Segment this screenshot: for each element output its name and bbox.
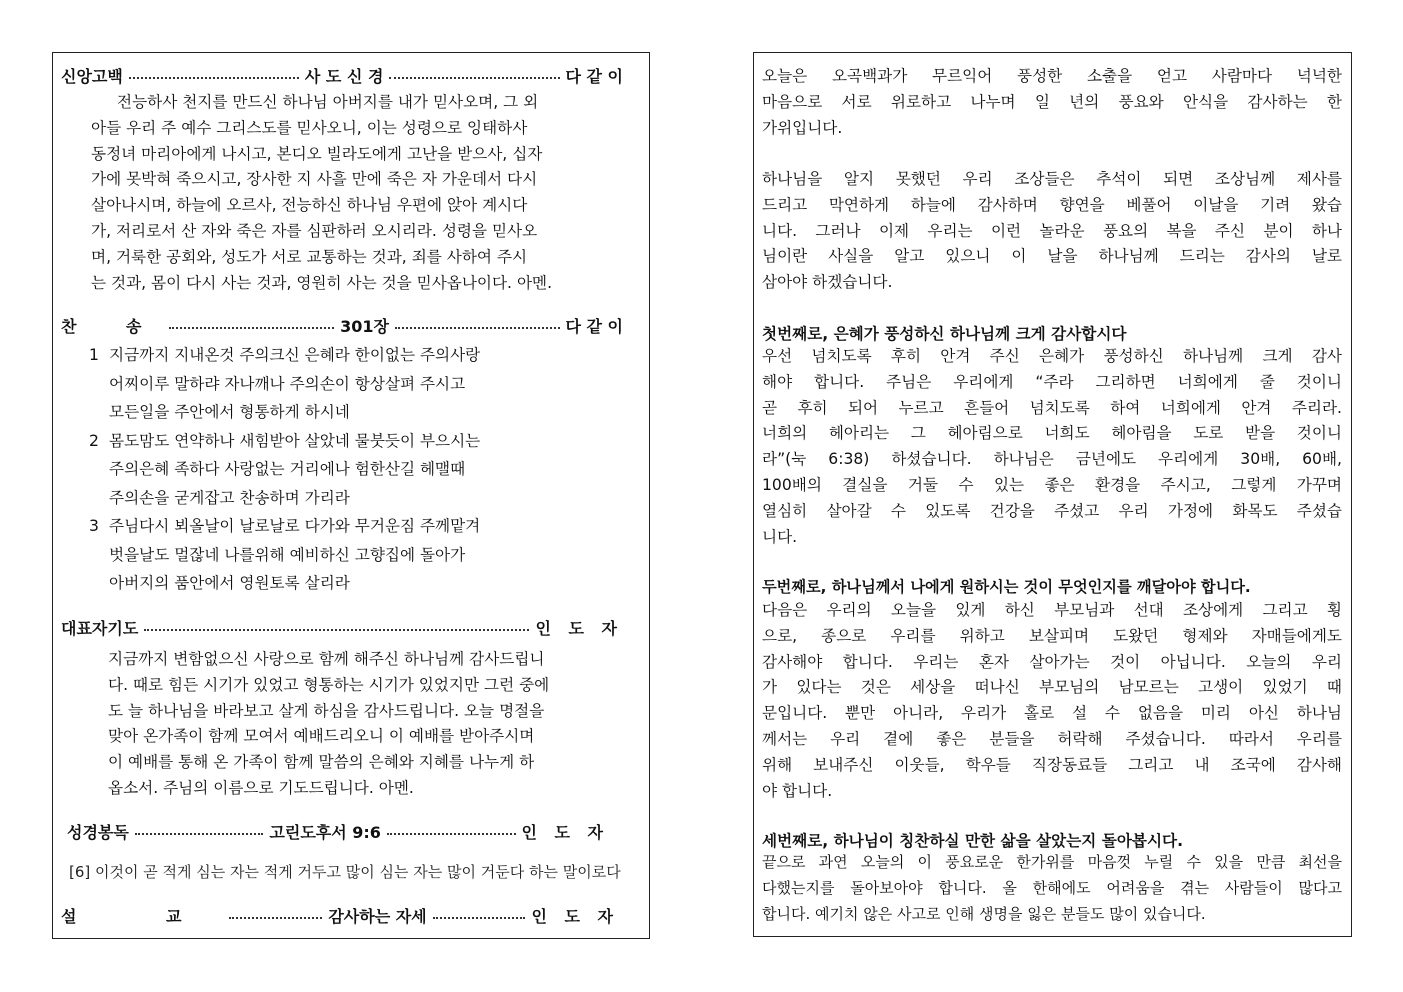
- prayer-line: 지금까지 변함없으신 사랑으로 함께 해주신 하나님께 감사드립니: [108, 650, 545, 668]
- creed-label: 신앙고백: [61, 67, 123, 86]
- text-line: 가위입니다.: [762, 118, 843, 137]
- creed-line: 는 것과, 몸이 다시 사는 것과, 영원히 사는 것을 믿사옵나이다. 아멘.: [91, 273, 553, 292]
- text-line: 니다.: [762, 527, 798, 546]
- text-line: 다했는지를 돌아보아야 합니다. 올 한해에도 어려움을 겪는 사람들이 많다고: [762, 878, 1342, 897]
- lyric-line: 지금까지 지내온것 주의크신 은혜라 한이없는 주의사랑: [109, 346, 481, 364]
- point3-paragraph: [762, 850, 1342, 927]
- prayer-text: [108, 647, 549, 802]
- point2-heading: 두번째로, 하나님께서 나에게 원하시는 것이 무엇인지를 깨달아야 합니다.: [762, 578, 1251, 596]
- text-line: 님이란 사실을 알고 있으니 이 날을 하나님께 드리는 감사의 날로: [762, 247, 1342, 266]
- hymn-number: 301장: [340, 317, 389, 336]
- text-line: 라”(눅 6:38) 하셨습니다. 하나님은 금년에도 우리에게 30배, 60배,: [762, 450, 1342, 469]
- scripture-verse: [6] 이것이 곧 적게 심는 자는 적게 거두고 많이 심는 자는 많이 거둔다 하는 말이로다: [69, 863, 621, 881]
- text-line: 열심히 살아갈 수 있도록 건강을 주셨고 우리 가정에 화목도 주셨습: [762, 501, 1342, 520]
- sermon-title: 감사하는 자세: [328, 907, 427, 926]
- verse-number: 2: [89, 431, 99, 450]
- dot-leader: [129, 77, 299, 79]
- prayer-line: 도 늘 하나님을 바라보고 살게 하심을 감사드립니다. 오늘 명절을: [108, 701, 545, 720]
- hymn-verse: [89, 341, 480, 427]
- text-line: 합니다. 예기치 않은 사고로 인해 생명을 잃은 분들도 많이 있습니다.: [762, 904, 1206, 923]
- left-panel: [52, 52, 650, 939]
- creed-line: 며, 거룩한 공회와, 성도가 서로 교통하는 것과, 죄를 사하여 주시: [91, 247, 528, 266]
- creed-line: 아들 우리 주 예수 그리스도를 믿사오니, 이는 성령으로 잉태하사: [91, 118, 528, 137]
- creed-title: 사 도 신 경: [304, 67, 384, 86]
- hymn-header: [61, 314, 623, 337]
- scripture-header: [67, 820, 609, 843]
- scripture-leader: 인 도 자: [521, 823, 610, 842]
- text-line: 해야 합니다. 주님은 우리에게 “주라 그리하면 너희에게 줄 것이니: [762, 372, 1342, 391]
- history-paragraph: [762, 167, 1342, 296]
- point1-paragraph: [762, 344, 1342, 550]
- lyric-line: 어찌이루 말하랴 자나깨나 주의손이 항상살펴 주시고: [109, 374, 466, 393]
- hymn-lyrics: [89, 341, 480, 598]
- prayer-label: 대표자기도: [61, 619, 139, 638]
- lyric-line: 주의은혜 족하다 사랑없는 거리에나 험한산길 헤맬때: [109, 460, 466, 478]
- text-line: 감사해야 합니다. 우리는 혼자 살아가는 것이 아닙니다. 오늘의 우리: [762, 652, 1342, 671]
- text-line: 삼아야 하겠습니다.: [762, 273, 893, 292]
- creed-text: [91, 90, 552, 296]
- text-line: 마음으로 서로 위로하고 나누며 일 년의 풍요와 안식을 감사하는 한: [762, 92, 1342, 111]
- dot-leader: [387, 833, 516, 835]
- dot-leader: [395, 327, 560, 329]
- text-line: 너희의 헤아리는 그 헤아림으로 너희도 헤아림을 도로 받을 것이니: [762, 424, 1342, 443]
- text-line: 곧 후히 되어 누르고 흔들어 넘치도록 하여 너희에게 안겨 주리라.: [762, 398, 1342, 417]
- sermon-leader: 인 도 자: [531, 907, 619, 926]
- intro-paragraph: [762, 64, 1342, 141]
- lyric-line: 몸도맘도 연약하나 새힘받아 살았네 물붓듯이 부으시는: [109, 431, 481, 450]
- lyric-line: 벗을날도 멀잖네 나를위해 예비하신 고향집에 돌아가: [109, 545, 466, 564]
- prayer-line: 맞아 온가족이 함께 모여서 예배드리오니 이 예배를 받아주시며: [108, 727, 535, 746]
- lyric-line: 모든일을 주안에서 형통하게 하시네: [109, 403, 350, 421]
- text-line: 다음은 우리의 오늘을 있게 하신 부모님과 선대 조상에게 그리고 횡: [762, 601, 1342, 619]
- dot-leader: [433, 917, 526, 919]
- lyric-line: 아버지의 품안에서 영원토록 살리라: [109, 574, 350, 592]
- point3-heading: 세번째로, 하나님이 칭찬하실 만한 삶을 살았는지 돌아봅시다.: [762, 832, 1184, 850]
- prayer-line: 이 예배를 통해 온 가족이 함께 말씀의 은혜와 지혜를 나누게 하: [108, 753, 535, 772]
- lyric-line: 주의손을 굳게잡고 찬송하며 가리라: [109, 488, 350, 507]
- hymn-verse: [89, 512, 480, 598]
- point2-paragraph: [762, 598, 1342, 804]
- verse-number: 1: [89, 346, 99, 364]
- hymn-leader: 다 같 이: [565, 317, 624, 336]
- text-line: 으로, 종으로 우리를 위하고 보살피며 도왔던 형제와 자매들에게도: [762, 626, 1342, 645]
- text-line: 께서는 우리 곁에 좋은 분들을 허락해 주셨습니다. 따라서 우리를: [762, 729, 1342, 748]
- dot-leader: [229, 917, 322, 919]
- creed-header: [61, 64, 623, 87]
- sermon-label: 설 교: [61, 907, 224, 926]
- creed-line: 동정녀 마리아에게 나시고, 본디오 빌라도에게 고난을 받으사, 십자: [91, 144, 543, 163]
- creed-line: 전능하사 천지를 만드신 하나님 아버지를 내가 믿사오며, 그 외: [117, 93, 539, 111]
- text-line: 야 합니다.: [762, 781, 833, 800]
- text-line: 위해 보내주신 이웃들, 학우들 직장동료들 그리고 내 조국에 감사해: [762, 755, 1342, 774]
- text-line: 니다. 그러나 이제 우리는 이런 놀라운 풍요의 복을 주신 분이 하나: [762, 221, 1342, 240]
- text-line: 끝으로 과연 오늘의 이 풍요로운 한가위를 마음껏 누릴 수 있을 만큼 최선을: [762, 853, 1342, 871]
- text-line: 우선 넘치도록 후히 안겨 주신 은혜가 풍성하신 하나님께 크게 감사: [762, 347, 1342, 365]
- scripture-reference: 고린도후서 9:6: [269, 823, 381, 842]
- creed-line: 가, 저리로서 산 자와 죽은 자를 심판하러 오시리라. 성령을 믿사오: [91, 221, 538, 240]
- dot-leader: [169, 327, 334, 329]
- point1-heading: 첫번째로, 은혜가 풍성하신 하나님께 크게 감사합시다: [762, 325, 1127, 343]
- text-line: 오늘은 오곡백과가 무르익어 풍성한 소출을 얻고 사람마다 넉넉한: [762, 67, 1342, 85]
- prayer-leader: 인 도 자: [535, 619, 623, 638]
- text-line: 문입니다. 뿐만 아니라, 우리가 홀로 설 수 없음을 미리 아신 하나님: [762, 704, 1342, 723]
- text-line: 가 있다는 것은 세상을 떠나신 부모님의 남모르는 고생이 있었기 때: [762, 678, 1342, 697]
- dot-leader: [135, 833, 264, 835]
- verse-number: 3: [89, 517, 99, 535]
- text-line: 100배의 결실을 거둘 수 있는 좋은 환경을 주시고, 그렇게 가꾸며: [762, 475, 1342, 494]
- dot-leader: [389, 77, 559, 79]
- right-panel: [753, 52, 1352, 937]
- dot-leader: [144, 629, 529, 631]
- creed-line: 살아나시며, 하늘에 오르사, 전능하신 하나님 우편에 앉아 계시다: [91, 196, 528, 215]
- creed-line: 가에 못박혀 죽으시고, 장사한 지 사흘 만에 죽은 자 가운데서 다시: [91, 170, 538, 189]
- text-line: 드리고 막연하게 하늘에 감사하며 향연을 베풀어 이날을 기려 왔습: [762, 195, 1342, 214]
- hymn-verse: [89, 427, 480, 513]
- hymn-label: 찬 송: [61, 317, 164, 336]
- sermon-header: [61, 904, 619, 927]
- prayer-line: 옵소서. 주님의 이름으로 기도드립니다. 아멘.: [108, 778, 414, 797]
- prayer-line: 다. 때로 힘든 시기가 있었고 형통하는 시기가 있었지만 그런 중에: [108, 675, 550, 694]
- prayer-header: [61, 616, 623, 639]
- scripture-label: 성경봉독: [67, 823, 129, 842]
- text-line: 하나님을 알지 못했던 우리 조상들은 추석이 되면 조상님께 제사를: [762, 170, 1342, 188]
- lyric-line: 주님다시 뵈올날이 날로날로 다가와 무거운짐 주께맡겨: [109, 517, 481, 535]
- creed-leader: 다 같 이: [565, 67, 624, 86]
